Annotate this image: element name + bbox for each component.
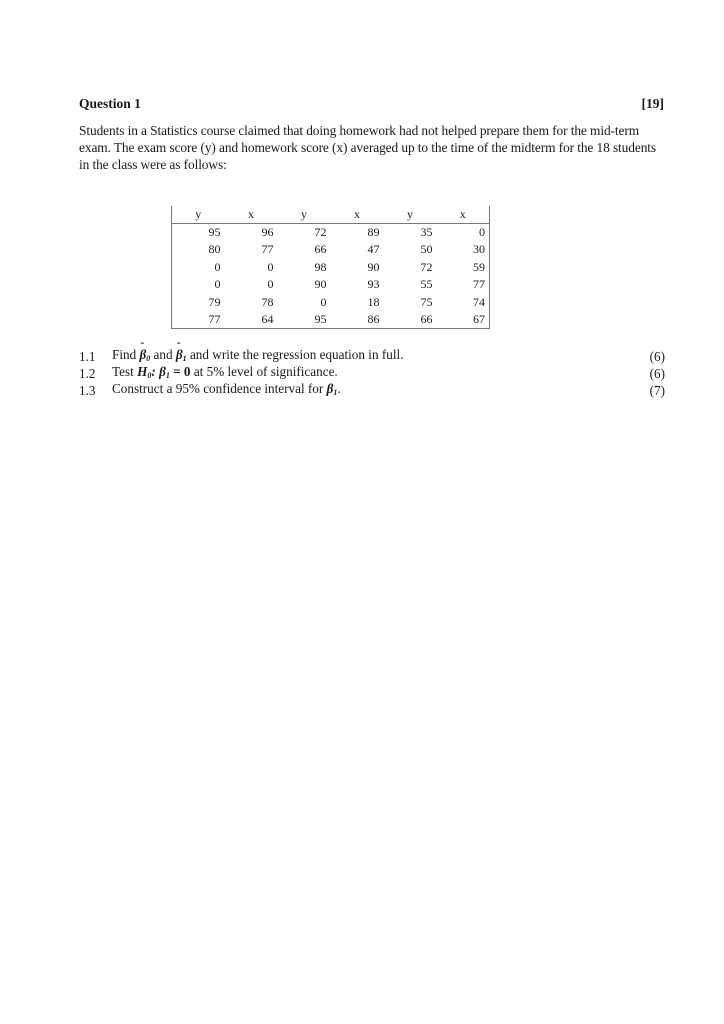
table-cell: 59 [437, 259, 490, 277]
column-header: y [172, 206, 225, 224]
subscript: 1 [182, 354, 187, 363]
subscript: 0 [146, 354, 151, 363]
beta-symbol: β [139, 347, 147, 362]
table-cell: 96 [261, 225, 274, 239]
table-row [172, 311, 490, 329]
sub-question-1-3 [79, 382, 665, 399]
column-header: x [225, 206, 278, 224]
beta-symbol: β [159, 364, 166, 379]
table-cell: 67 [437, 311, 490, 329]
sub-question-marks: (6) [649, 366, 665, 381]
beta-hat-1 [176, 346, 183, 363]
subscript: 1 [165, 371, 170, 380]
table-cell: 90 [314, 277, 327, 292]
question-title: Question 1 [79, 96, 141, 111]
column-header: x [331, 206, 384, 224]
question-total-marks: [19] [641, 96, 664, 111]
beta-symbol: β [326, 381, 334, 396]
text-segment: : [151, 364, 160, 379]
table-cell: 80 [172, 241, 225, 259]
column-header: x [437, 206, 490, 224]
table-cell: 72 [420, 259, 433, 274]
table-cell: 0 [437, 224, 490, 242]
table-cell: 95 [172, 224, 225, 242]
sub-question-number: 1.1 [79, 349, 96, 364]
table-row [172, 294, 490, 312]
table-cell: 77 [172, 311, 225, 329]
table-cell: 0 [320, 294, 327, 309]
table-cell: 0 [172, 276, 225, 294]
question-header [79, 96, 664, 112]
table-cell: 74 [437, 294, 490, 312]
table-row [172, 259, 490, 277]
table-header-row [172, 206, 490, 224]
table-cell: 95 [278, 311, 331, 329]
text-segment: at 5% level of significance. [190, 364, 338, 379]
data-table [171, 206, 490, 329]
table-row [172, 276, 490, 294]
table-cell: 98 [314, 259, 327, 274]
table-cell: 30 [437, 241, 490, 259]
text-segment: Test [112, 364, 138, 379]
sub-questions [79, 348, 665, 399]
table-cell: 77 [261, 242, 274, 257]
table-cell: 75 [420, 294, 433, 309]
table-cell: 77 [437, 276, 490, 294]
table-cell: 0 [267, 277, 274, 292]
text-segment: = 0 [169, 364, 191, 379]
table-cell: 66 [314, 242, 327, 257]
table-cell: 0 [267, 259, 274, 274]
beta-hat-0 [139, 346, 146, 363]
table-cell: 89 [367, 225, 380, 239]
table-row [172, 224, 490, 242]
question-intro: Students in a Statistics course claimed that doing homework had not helped prepare them for the mid-term exam. The exam score (y) and homework score (x) averaged up to the time of the midterm for the 18 students in the class were as follows: [79, 123, 657, 172]
table-cell: 50 [420, 242, 433, 257]
text-segment: . [337, 381, 341, 396]
sub-question-marks: (7) [649, 383, 665, 398]
text-segment: Construct a 95% confidence interval for [112, 381, 327, 396]
text-segment: and [150, 347, 176, 362]
table-cell: 72 [314, 225, 327, 239]
table-row [172, 241, 490, 259]
table-cell: 86 [331, 311, 384, 329]
table-cell: 35 [420, 225, 433, 239]
table-cell: 18 [367, 294, 380, 309]
beta-symbol: β [175, 347, 183, 362]
sub-question-number: 1.2 [79, 366, 96, 381]
column-header: y [278, 206, 331, 224]
sub-question-number: 1.3 [79, 383, 96, 398]
subscript: 1 [333, 388, 338, 397]
subscript: 0 [147, 371, 152, 380]
table-cell: 64 [225, 311, 278, 329]
table-cell: 47 [367, 242, 380, 257]
table-cell: 79 [172, 294, 225, 312]
text-segment: and write the regression equation in full. [186, 347, 404, 362]
text-segment: Find [112, 347, 140, 362]
table-cell: 66 [384, 311, 437, 329]
table-cell: 90 [367, 259, 380, 274]
column-header: y [384, 206, 437, 224]
hypothesis-symbol: H [137, 364, 148, 379]
table-cell: 78 [261, 294, 274, 309]
table-cell: 0 [172, 259, 225, 277]
sub-question-text [112, 380, 625, 401]
sub-question-marks: (6) [649, 349, 665, 364]
table-cell: 93 [367, 277, 380, 292]
table-cell: 55 [420, 277, 433, 292]
